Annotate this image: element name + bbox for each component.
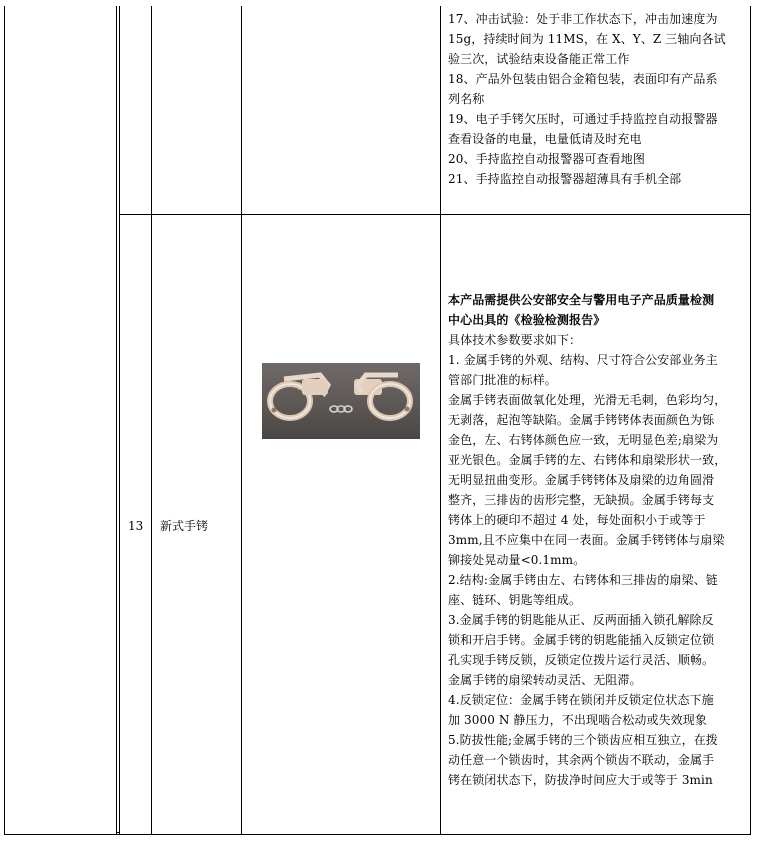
table-border-left <box>4 6 5 835</box>
table-border-bottom-inner <box>116 832 120 833</box>
desc-line: 加 3000 N 静压力，不出现啮合松动或失效现象 <box>448 713 707 727</box>
desc-line: 金属手铐表面做氧化处理，光滑无毛刺，色彩均匀， <box>448 393 727 407</box>
desc-line: 验三次，试验结束设备能正常工作 <box>448 52 630 66</box>
row-divider <box>119 214 751 215</box>
desc-line: 15g，持续时间为 11MS，在 X、Y、Z 三轴向各试 <box>448 32 726 46</box>
desc-line: 查看设备的电量，电量低请及时充电 <box>448 132 642 146</box>
desc-line: 无剥落，起泡等缺陷。金属手铐铐体表面颜色为铄 <box>448 413 715 427</box>
desc-line: 具体技术参数要求如下： <box>448 333 582 347</box>
desc-line: 孔实现手铐反锁，反锁定位拨片运行灵活、顺畅。 <box>448 653 715 667</box>
col-divider-3 <box>241 6 242 835</box>
desc-line: 20、手持监控自动报警器可查看地图 <box>448 152 645 166</box>
row-index: 13 <box>128 519 144 533</box>
desc-line: 动任意一个锁齿时，其余两个锁齿不联动，金属手 <box>448 753 715 767</box>
row13-description <box>448 290 746 790</box>
desc-line: 3mm,且不应集中在同一表面。金属手铐铐体与扇梁 <box>448 533 725 547</box>
handcuffs-photo <box>262 363 420 439</box>
desc-line: 整齐，三排齿的齿形完整，无缺损。金属手铐每支 <box>448 493 715 507</box>
desc-line: 1. 金属手铐的外观、结构、尺寸符合公安部业务主 <box>448 353 718 367</box>
product-name: 新式手铐 <box>160 519 209 533</box>
desc-line: 无明显扭曲变形。金属手铐铐体及扇梁的边角圆滑 <box>448 473 715 487</box>
desc-line: 18、产品外包装由铝合金箱包装，表面印有产品系 <box>448 72 718 86</box>
prev-row-description <box>448 9 746 189</box>
col-divider-1b <box>119 6 120 835</box>
desc-line: 4.反锁定位：金属手铐在锁闭并反锁定位状态下施 <box>448 693 714 707</box>
desc-line: 19、电子手铐欠压时，可通过手持监控自动报警器 <box>448 112 718 126</box>
desc-line: 3.金属手铐的钥匙能从正、反两面插入锁孔解除反 <box>448 613 714 627</box>
desc-line: 座、链环、钥匙等组成。 <box>448 593 582 607</box>
desc-line: 管部门批准的标样。 <box>448 373 557 387</box>
desc-line: 亚光银色。金属手铐的左、右铐体和扇梁形状一致， <box>448 453 727 467</box>
col-divider-2 <box>151 6 152 835</box>
handcuffs-image <box>262 363 420 439</box>
table-border-bottom <box>4 834 751 835</box>
desc-line: 铐体上的硬印不超过 4 处，每处面积小于或等于 <box>448 513 706 527</box>
desc-bold-line: 本产品需提供公安部安全与警用电子产品质量检测 <box>448 293 715 307</box>
desc-line: 锁和开启手铐。金属手铐的钥匙能插入反锁定位锁 <box>448 633 715 647</box>
desc-line: 2.结构:金属手铐由左、右铐体和三排齿的扇梁、链 <box>448 573 718 587</box>
desc-line: 17、冲击试验：处于非工作状态下，冲击加速度为 <box>448 12 718 26</box>
table-border-right <box>750 6 751 835</box>
desc-line: 21、手持监控自动报警器超薄具有手机全部 <box>448 172 682 186</box>
desc-line: 5.防拔性能;金属手铐的三个锁齿应相互独立，在拨 <box>448 733 718 747</box>
desc-line: 铐在锁闭状态下，防拔净时间应大于或等于 3min <box>448 773 713 787</box>
col-divider-4 <box>440 6 441 835</box>
desc-bold-line: 中心出具的《检验检测报告》 <box>448 313 606 327</box>
desc-line: 金属手铐的扇梁转动灵活、无阻滞。 <box>448 673 642 687</box>
desc-line: 列名称 <box>448 92 485 106</box>
desc-line: 铆接处晃动量<0.1mm。 <box>448 553 586 567</box>
col-divider-1a <box>116 6 117 835</box>
desc-line: 金色，左、右铐体颜色应一致，无明显色差;扇梁为 <box>448 433 719 447</box>
